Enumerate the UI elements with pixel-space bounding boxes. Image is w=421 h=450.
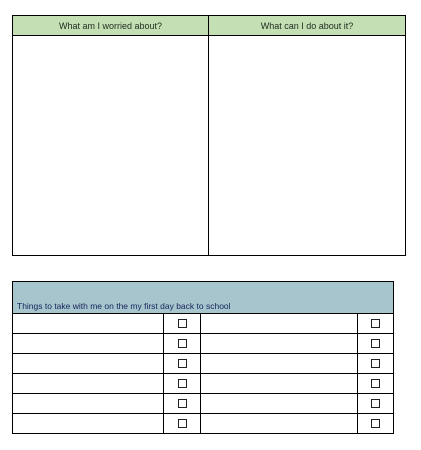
checklist-row <box>13 334 394 354</box>
checklist-checkbox-cell <box>358 314 394 334</box>
checkbox[interactable] <box>371 419 380 428</box>
checklist-item-cell[interactable] <box>201 314 358 334</box>
what-can-i-do-header: What can I do about it? <box>209 16 406 36</box>
checkbox[interactable] <box>178 379 187 388</box>
checklist-checkbox-cell <box>358 394 394 414</box>
checklist-row <box>13 394 394 414</box>
checklist-item-cell[interactable] <box>201 334 358 354</box>
checkbox[interactable] <box>371 339 380 348</box>
checklist-item-cell[interactable] <box>13 314 164 334</box>
checklist-title: Things to take with me on the my first day back to school <box>13 282 394 314</box>
checklist-checkbox-cell <box>164 334 201 354</box>
worries-entry-cell[interactable] <box>13 36 209 256</box>
checklist-item-cell[interactable] <box>201 414 358 434</box>
checklist-checkbox-cell <box>164 354 201 374</box>
worried-about-header: What am I worried about? <box>13 16 209 36</box>
checkbox[interactable] <box>178 359 187 368</box>
checklist-item-cell[interactable] <box>13 374 164 394</box>
checklist-header-row <box>13 282 394 314</box>
checklist-checkbox-cell <box>358 354 394 374</box>
checklist-checkbox-cell <box>164 414 201 434</box>
checklist-item-cell[interactable] <box>13 354 164 374</box>
checklist-item-cell[interactable] <box>201 394 358 414</box>
checklist-row <box>13 414 394 434</box>
checkbox[interactable] <box>371 359 380 368</box>
checklist-checkbox-cell <box>358 374 394 394</box>
checklist-item-cell[interactable] <box>201 354 358 374</box>
checkbox[interactable] <box>178 339 187 348</box>
worry-table-body-row <box>13 36 406 256</box>
actions-entry-cell[interactable] <box>209 36 406 256</box>
checklist-item-cell[interactable] <box>13 394 164 414</box>
checklist-item-cell[interactable] <box>201 374 358 394</box>
checkbox[interactable] <box>371 399 380 408</box>
checklist-table <box>12 281 394 434</box>
checkbox[interactable] <box>178 419 187 428</box>
checklist-checkbox-cell <box>164 374 201 394</box>
checklist-checkbox-cell <box>358 334 394 354</box>
checklist-item-cell[interactable] <box>13 414 164 434</box>
worry-table-header-row <box>13 16 406 36</box>
checklist-row <box>13 354 394 374</box>
checklist-checkbox-cell <box>358 414 394 434</box>
checklist-row <box>13 374 394 394</box>
checklist-item-cell[interactable] <box>13 334 164 354</box>
checkbox[interactable] <box>371 319 380 328</box>
checklist-checkbox-cell <box>164 314 201 334</box>
checklist-body <box>13 314 394 434</box>
checkbox[interactable] <box>178 399 187 408</box>
worry-table <box>12 15 406 256</box>
checkbox[interactable] <box>178 319 187 328</box>
checkbox[interactable] <box>371 379 380 388</box>
checklist-checkbox-cell <box>164 394 201 414</box>
checklist-row <box>13 314 394 334</box>
